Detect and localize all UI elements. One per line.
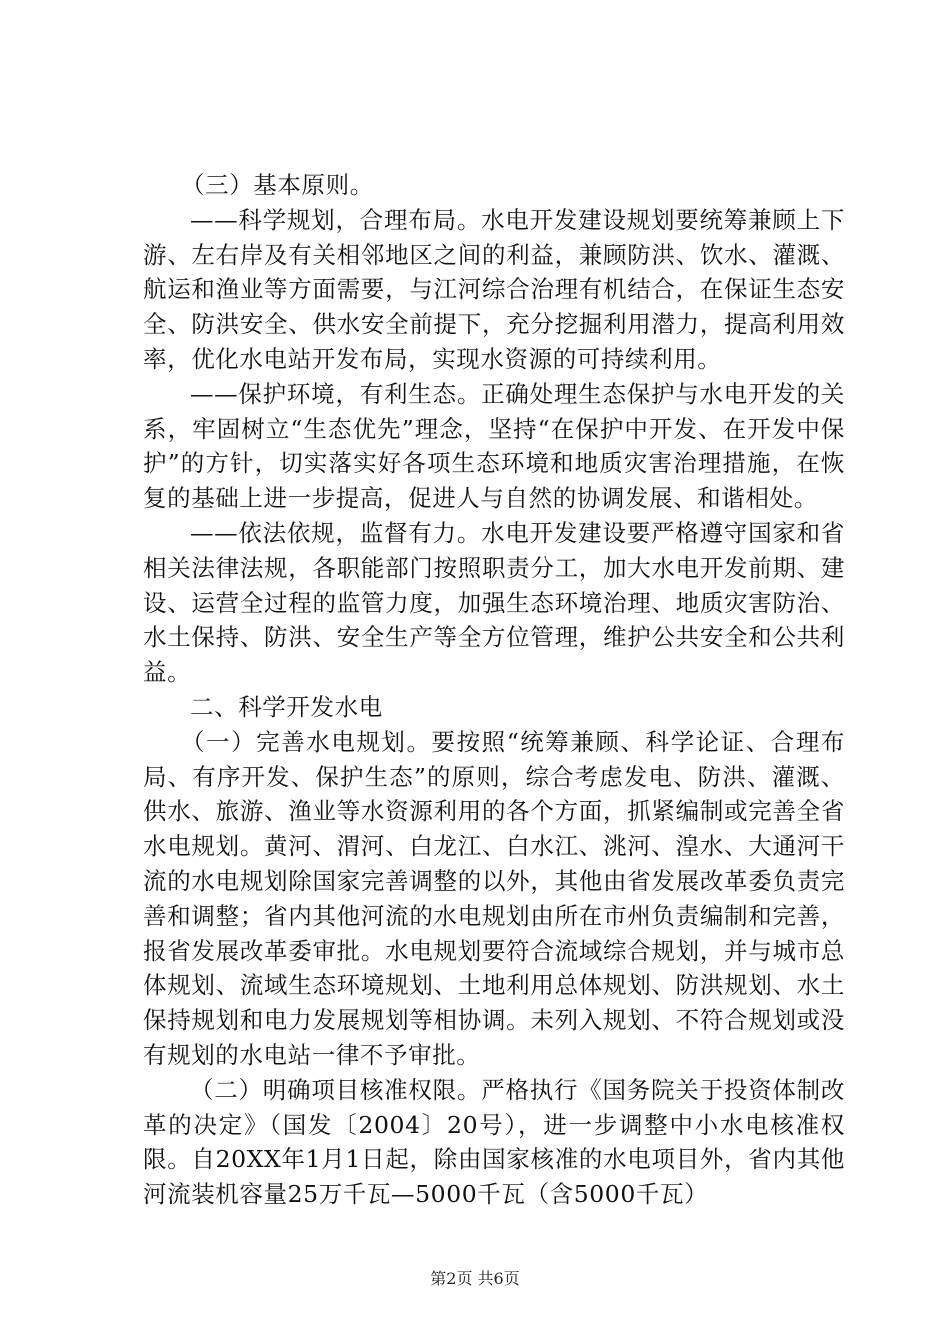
paragraph-approval-authority: （二）明确项目核准权限。严格执行《国务院关于投资体制改革的决定》（国发〔2004〕20号），进一步调整中小水电核准权限。自20XX年1月1日起，除由国家核准的水电项目外，省内其他河流装机容量25万千瓦—5000千瓦（含5000千瓦） [143,1075,845,1209]
paragraph-legal-supervision: ——依法依规，监督有力。水电开发建设要严格遵守国家和省相关法律法规，各职能部门按照职责分工，加大水电开发前期、建设、运营全过程的监管力度，加强生态环境治理、地质灾害防治、水土保持、防洪、安全生产等全方位管理，维护公共安全和公共利益。 [143,518,845,687]
page-footer: 第2页 共6页 [430,1269,520,1288]
document-body [143,168,845,1212]
paragraph-scientific-planning: ——科学规划，合理布局。水电开发建设规划要统筹兼顾上下游、左右岸及有关相邻地区之间的利益，兼顾防洪、饮水、灌溉、航运和渔业等方面需要，与江河综合治理有机结合，在保证生态安全、防洪安全、供水安全前提下，充分挖掘利用潜力，提高利用效率，优化水电站开发布局，实现水资源的可持续利用。 [143,205,845,373]
paragraph-hydropower-planning: （一）完善水电规划。要按照“统筹兼顾、科学论证、合理布局、有序开发、保护生态”的原则，综合考虑发电、防洪、灌溉、供水、旅游、渔业等水资源利用的各个方面，抓紧编制或完善全省水电规划。黄河、渭河、白龙江、白水江、洮河、湟水、大通河干流的水电规划除国家完善调整的以外，其他由省发展改革委负责完善和调整；省内其他河流的水电规划由所在市州负责编制和完善，报省发展改革委审批。水电规划要符合流域综合规划，并与城市总体规划、流域生态环境规划、土地利用总体规划、防洪规划、水土保持规划和电力发展规划等相协调。未列入规划、不符合规划或没有规划的水电站一律不予审批。 [143,727,845,1069]
section-heading-hydropower-development: 二、科学开发水电 [190,692,383,721]
section-heading-basic-principles: （三）基本原则。 [181,171,374,199]
paragraph-environment-protection: ——保护环境，有利生态。正确处理生态保护与水电开发的关系，牢固树立“生态优先”理念，坚持“在保护中开发、在开发中保护”的方针，切实落实好各项生态环境和地质灾害治理措施，在恢复的基础上进一步提高，促进人与自然的协调发展、和谐相处。 [143,379,845,513]
